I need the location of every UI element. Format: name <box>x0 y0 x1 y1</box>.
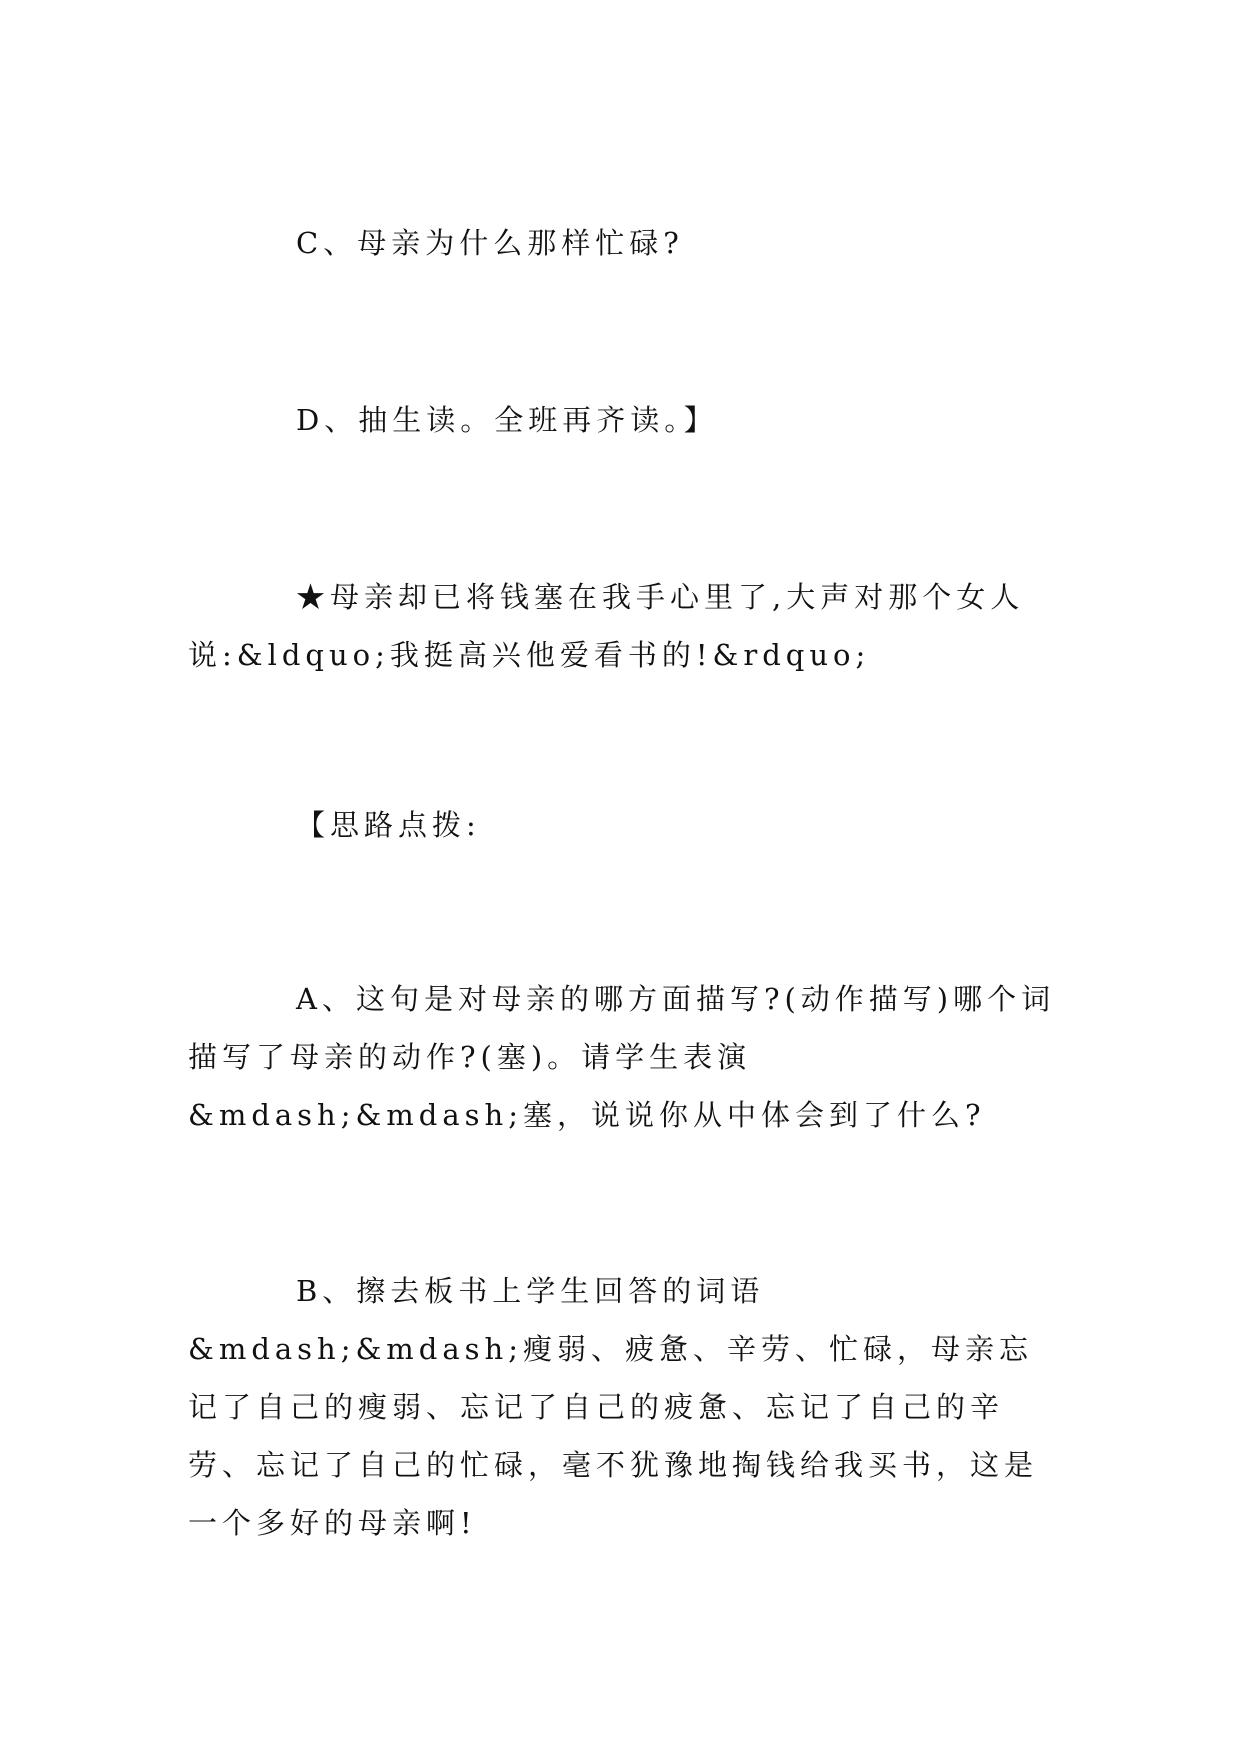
paragraph-instruction-d: D、抽生读。全班再齐读。】 <box>296 403 718 437</box>
paragraph-hint-heading: 【思路点拨: <box>296 808 481 842</box>
paragraph-question-c: C、母亲为什么那样忙碌? <box>296 226 684 260</box>
paragraph-hint-a: A、这句是对母亲的哪方面描写?(动作描写)哪个词描写了母亲的动作?(塞)。请学生表演&mdash;&mdash;塞，说说你从中体会到了什么? <box>188 982 1056 1132</box>
paragraph-hint-b: B、擦去板书上学生回答的词语&mdash;&mdash;瘦弱、疲惫、辛劳、忙碌，母亲忘记了自己的瘦弱、忘记了自己的疲惫、忘记了自己的辛劳、忘记了自己的忙碌，毫不犹豫地掏钱给我买书，这是一个多好的母亲啊! <box>188 1274 1039 1540</box>
paragraph-key-sentence: ★母亲却已将钱塞在我手心里了,大声对那个女人说:&ldquo;我挺高兴他爱看书的!&rdquo; <box>188 580 1025 672</box>
